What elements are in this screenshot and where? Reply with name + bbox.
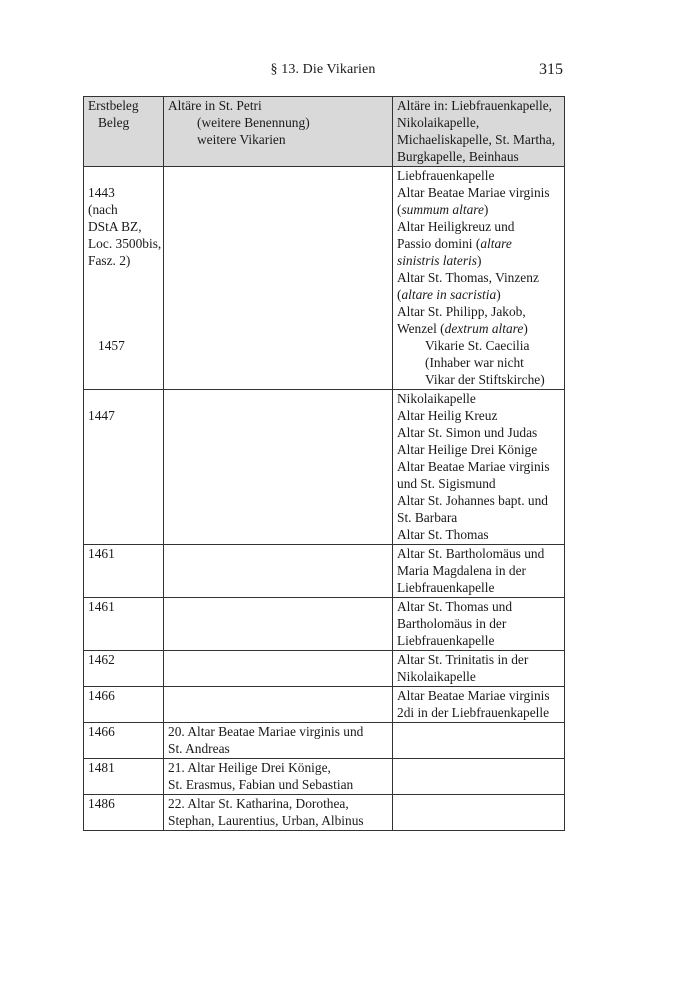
cell-line: 1466 — [88, 724, 115, 739]
cell-st-petri — [164, 651, 393, 687]
cell-kapellen — [393, 167, 565, 390]
cell-line: Altar Heiligkreuz und — [397, 219, 515, 234]
cell-beleg — [84, 167, 164, 390]
cell-line: Altar St. Thomas, Vinzenz — [397, 270, 539, 285]
cell-st-petri — [164, 167, 393, 390]
cell-kapellen — [393, 651, 565, 687]
cell-line: Vikar der Stiftskirche) — [425, 372, 545, 387]
cell-line: (Inhaber war nicht — [425, 355, 524, 370]
table-row — [84, 651, 565, 687]
cell-st-petri — [164, 723, 393, 759]
cell-line: DStA BZ, — [88, 219, 142, 234]
cell-line: Nikolaikapelle — [397, 669, 476, 684]
cell-line: Altar Heilig Kreuz — [397, 408, 498, 423]
cell-line: Altar Beatae Mariae virginis — [397, 459, 550, 474]
table-row — [84, 390, 565, 545]
cell-line: 2di in der Liebfrauenkapelle — [397, 705, 550, 720]
header-altaere-st-petri — [164, 97, 393, 167]
cell-line: 1481 — [88, 760, 115, 775]
cell-line: Altar St. Thomas und — [397, 599, 513, 614]
header-line: Erstbeleg — [88, 98, 139, 113]
cell-beleg — [84, 723, 164, 759]
cell-line: Bartholomäus in der — [397, 616, 507, 631]
table-row — [84, 723, 565, 759]
table-header-row — [84, 97, 565, 167]
cell-kapellen — [393, 723, 565, 759]
header-line: Altäre in St. Petri — [168, 98, 262, 113]
cell-kapellen — [393, 687, 565, 723]
cell-line: Altar Heilige Drei Könige — [397, 442, 538, 457]
running-head — [83, 62, 563, 82]
cell-line: 1461 — [88, 546, 115, 561]
cell-st-petri — [164, 795, 393, 831]
cell-line: 1462 — [88, 652, 115, 667]
cell-line: 1457 — [98, 338, 125, 353]
cell-line: (altare in sacristia) — [397, 287, 501, 302]
table-row — [84, 687, 565, 723]
cell-st-petri — [164, 687, 393, 723]
cell-line: Fasz. 2) — [88, 253, 131, 268]
cell-line: St. Andreas — [168, 741, 230, 756]
cell-line: Maria Magdalena in der — [397, 563, 527, 578]
cell-line: 1466 — [88, 688, 115, 703]
header-line: (weitere Benennung) — [197, 115, 310, 130]
cell-kapellen — [393, 598, 565, 651]
cell-line: sinistris lateris) — [397, 253, 482, 268]
cell-kapellen — [393, 759, 565, 795]
cell-line: Liebfrauenkapelle — [397, 168, 495, 183]
cell-line: Altar St. Johannes bapt. und — [397, 493, 548, 508]
cell-line: 1486 — [88, 796, 115, 811]
header-line: weitere Vikarien — [197, 132, 286, 147]
cell-line: Vikarie St. Caecilia — [425, 338, 530, 353]
cell-line: 1461 — [88, 599, 115, 614]
cell-line: St. Barbara — [397, 510, 458, 525]
cell-st-petri — [164, 390, 393, 545]
cell-line: Liebfrauenkapelle — [397, 580, 495, 595]
cell-beleg — [84, 687, 164, 723]
cell-line: 1447 — [88, 408, 115, 423]
cell-beleg — [84, 390, 164, 545]
cell-line: Altar St. Philipp, Jakob, — [397, 304, 526, 319]
cell-line: 21. Altar Heilige Drei Könige, — [168, 760, 331, 775]
cell-kapellen — [393, 795, 565, 831]
header-line: Altäre in: Liebfrauenkapelle, — [397, 98, 553, 113]
table-row — [84, 759, 565, 795]
cell-line: 22. Altar St. Katharina, Dorothea, — [168, 796, 349, 811]
table-row — [84, 167, 565, 390]
cell-line: Altar St. Simon und Judas — [397, 425, 538, 440]
running-title: § 13. Die Vikarien — [270, 62, 376, 77]
cell-beleg — [84, 651, 164, 687]
cell-line: (nach — [88, 202, 118, 217]
cell-line: Altar St. Thomas — [397, 527, 489, 542]
cell-line: St. Erasmus, Fabian und Sebastian — [168, 777, 354, 792]
cell-beleg — [84, 598, 164, 651]
cell-line: Altar Beatae Mariae virginis — [397, 688, 550, 703]
cell-line: und St. Sigismund — [397, 476, 496, 491]
cell-kapellen — [393, 390, 565, 545]
cell-line: Wenzel (dextrum altare) — [397, 321, 528, 336]
cell-st-petri — [164, 759, 393, 795]
table-row — [84, 598, 565, 651]
page-number: 315 — [539, 61, 563, 78]
cell-line: 20. Altar Beatae Mariae virginis und — [168, 724, 364, 739]
cell-line: (summum altare) — [397, 202, 489, 217]
cell-beleg — [84, 759, 164, 795]
cell-line: Altar Beatae Mariae virginis — [397, 185, 550, 200]
header-line: Michaeliskapelle, St. Martha, — [397, 132, 556, 147]
cell-line: Passio domini (altare — [397, 236, 512, 251]
cell-line: Stephan, Laurentius, Urban, Albinus — [168, 813, 364, 828]
vikarien-table — [83, 96, 565, 831]
cell-line: Altar St. Bartholomäus und — [397, 546, 545, 561]
cell-line: Loc. 3500bis, — [88, 236, 162, 251]
header-erstbeleg — [84, 97, 164, 167]
cell-st-petri — [164, 545, 393, 598]
cell-line: Liebfrauenkapelle — [397, 633, 495, 648]
table-row — [84, 545, 565, 598]
header-line: Beleg — [98, 115, 130, 130]
cell-line: 1443 — [88, 185, 115, 200]
header-line: Burgkapelle, Beinhaus — [397, 149, 519, 164]
cell-beleg — [84, 545, 164, 598]
cell-line: Nikolaikapelle — [397, 391, 476, 406]
header-line: Nikolaikapelle, — [397, 115, 480, 130]
table-row — [84, 795, 565, 831]
cell-kapellen — [393, 545, 565, 598]
cell-beleg — [84, 795, 164, 831]
cell-line: Altar St. Trinitatis in der — [397, 652, 529, 667]
header-altaere-kapellen — [393, 97, 565, 167]
cell-st-petri — [164, 598, 393, 651]
